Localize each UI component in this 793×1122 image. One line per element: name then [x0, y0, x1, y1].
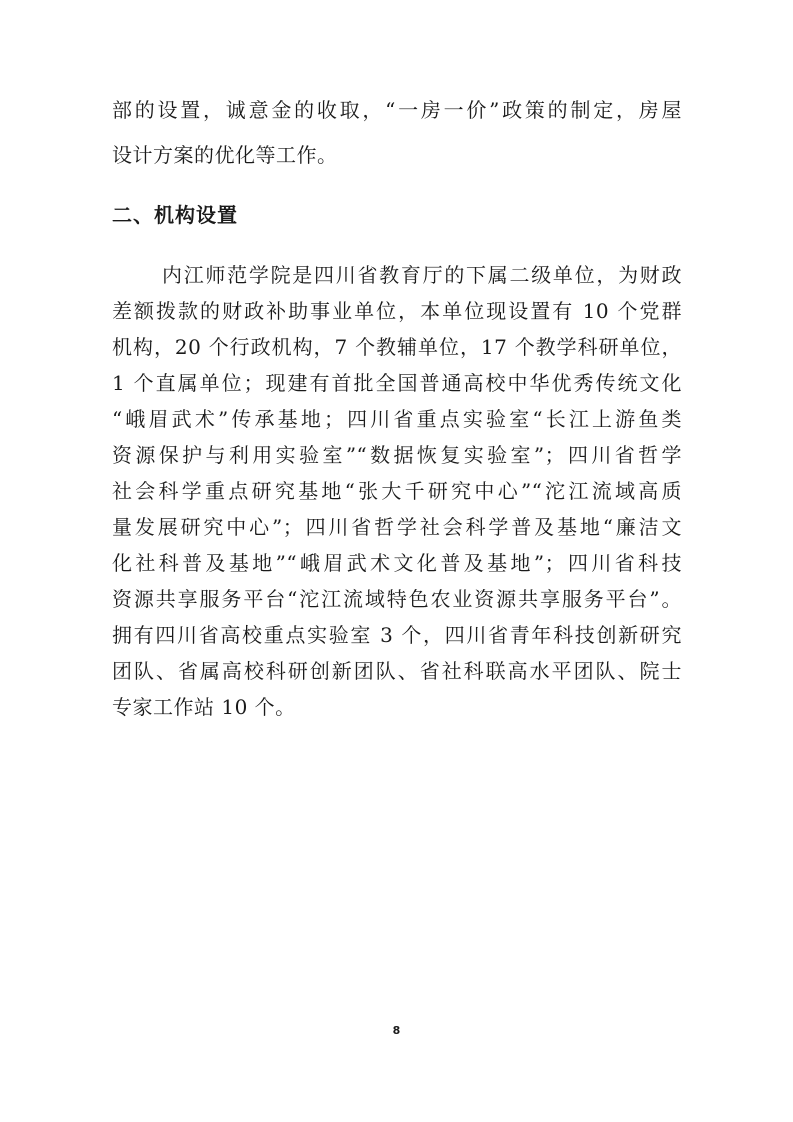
paragraph-line-5: “峨眉武术”传承基地；四川省重点实验室“长江上游鱼类	[112, 407, 682, 431]
continuation-line-2: 设计方案的优化等工作。	[112, 143, 338, 167]
paragraph-line-13: 专家工作站 10 个。	[112, 695, 296, 719]
paragraph-line-8: 量发展研究中心”；四川省哲学社会科学普及基地“廉洁文	[112, 515, 682, 539]
paragraph-line-3: 机构，20 个行政机构，7 个教辅单位，17 个教学科研单位，	[112, 335, 682, 359]
paragraph-line-7: 社会科学重点研究基地“张大千研究中心”“沱江流域高质	[112, 479, 682, 503]
paragraph-line-1: 内江师范学院是四川省教育厅的下属二级单位，为财政	[162, 263, 682, 287]
page-number: 8	[392, 1024, 401, 1037]
paragraph-line-9: 化社科普及基地”“峨眉武术文化普及基地”；四川省科技	[112, 551, 682, 575]
continuation-line-1: 部的设置，诚意金的收取，“一房一价”政策的制定，房屋	[112, 98, 682, 122]
paragraph-line-6: 资源保护与利用实验室”“数据恢复实验室”；四川省哲学	[112, 443, 682, 467]
paragraph-line-4: 1 个直属单位；现建有首批全国普通高校中华优秀传统文化	[112, 371, 682, 395]
paragraph-line-10: 资源共享服务平台“沱江流域特色农业资源共享服务平台”。	[112, 587, 682, 611]
section-heading: 二、机构设置	[112, 203, 238, 227]
paragraph-line-12: 团队、省属高校科研创新团队、省社科联高水平团队、院士	[112, 659, 682, 683]
paragraph-line-2: 差额拨款的财政补助事业单位，本单位现设置有 10 个党群	[112, 299, 682, 323]
paragraph-line-11: 拥有四川省高校重点实验室 3 个，四川省青年科技创新研究	[112, 623, 682, 647]
